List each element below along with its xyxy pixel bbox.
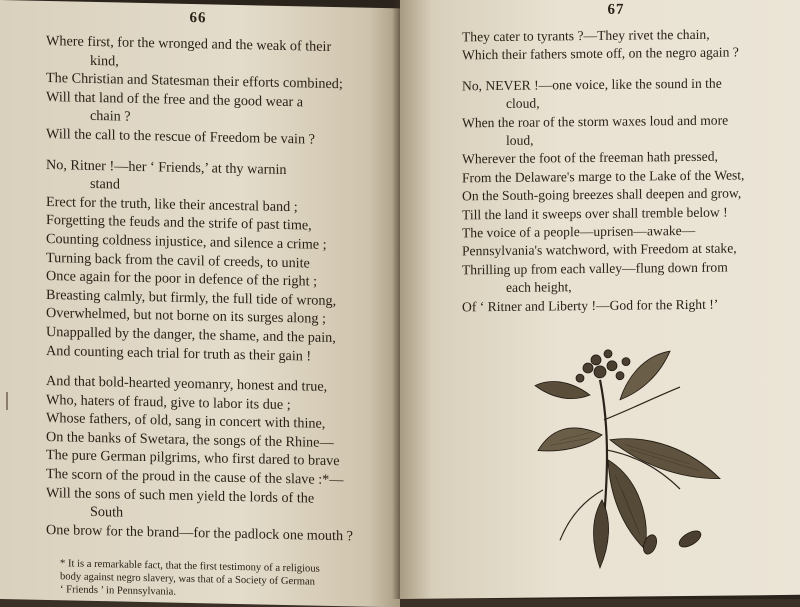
poem-line: chain ? <box>90 108 131 126</box>
poem-line: South <box>90 504 124 521</box>
left-poem <box>46 32 380 546</box>
poem-line: Forgetting the feuds and the strife of past time, <box>46 212 312 234</box>
poem-line: Which their fathers smote off, on the negro again ? <box>462 44 739 63</box>
margin-mark <box>6 392 8 410</box>
poem-line: Whose fathers, of old, sang in concert with thine, <box>46 410 326 433</box>
stanza <box>46 156 380 368</box>
poem-line: They cater to tyrants ?—They rivet the chain, <box>462 26 710 45</box>
poem-line: Thrilling up from each valley—flung down from <box>462 259 728 278</box>
poem-line: The Christian and Statesman their efforts combined; <box>46 70 343 93</box>
stanza <box>462 74 770 317</box>
poem-line: No, NEVER !—one voice, like the sound in the <box>462 75 722 94</box>
poem-line: On the South-going breezes shall deepen and grow, <box>462 185 742 204</box>
poem-line: Turning back from the cavil of creeds, to unite <box>46 249 310 272</box>
poem-line: Overwhelmed, but not borne on its surges along ; <box>46 305 326 328</box>
poem-line: And counting each trial for truth as their gain ! <box>46 342 312 365</box>
poem-line: Once again for the poor in defence of the right ; <box>46 268 318 290</box>
footnote-line: ‘ Friends ’ in Pennsylvania. <box>60 584 177 599</box>
poem-line: each height, <box>506 279 572 296</box>
stanza <box>46 32 380 151</box>
poem-line: And that bold-hearted yeomanry, honest and true, <box>46 373 328 395</box>
poem-line: loud, <box>506 132 534 148</box>
poem-line: Counting coldness injustice, and silence a crime ; <box>46 230 327 253</box>
poem-line: The scorn of the proud in the cause of the slave :*— <box>46 466 344 489</box>
poem-line: stand <box>90 176 120 193</box>
poem-line: Where first, for the wronged and the weak of their <box>46 32 332 55</box>
poem-line: Wherever the foot of the freeman hath pressed, <box>462 149 718 167</box>
poem-line: The pure German pilgrims, who first dared to brave <box>46 447 340 470</box>
right-poem <box>462 25 770 316</box>
poem-line: On the banks of Swetara, the songs of the Rhine— <box>46 428 334 451</box>
poem-line: When the roar of the storm waxes loud and more <box>462 112 729 130</box>
footnote-line: * It is a remarkable fact, that the first testimony of a religious <box>60 558 320 576</box>
poem-line: Will the sons of such men yield the lords of the <box>46 484 315 507</box>
poem-line: Erect for the truth, like their ancestral band ; <box>46 193 298 215</box>
footnote <box>46 557 380 603</box>
poem-line: From the Delaware's marge to the Lake of the West, <box>462 167 745 186</box>
poem-line: Will the call to the rescue of Freedom be vain ? <box>46 125 315 148</box>
botanical-engraving-icon <box>530 339 730 571</box>
poem-line: Till the land it sweeps over shall tremble below ! <box>462 204 728 223</box>
poem-line: Will that land of the free and the good wear a <box>46 88 304 111</box>
poem-line: One brow for the brand—for the padlock one mouth ? <box>46 521 353 545</box>
right-page-number: 67 <box>607 1 625 18</box>
poem-line: Who, haters of fraud, give to labor its due ; <box>46 391 291 413</box>
poem-line: Of ‘ Ritner and Liberty !—God for the Right !’ <box>462 296 719 315</box>
poem-line: cloud, <box>506 95 540 112</box>
right-page <box>400 0 800 599</box>
left-page-number: 66 <box>189 9 207 27</box>
stanza <box>46 372 380 546</box>
poem-line: No, Ritner !—her ‘ Friends,’ at thy warnin <box>46 156 287 178</box>
footnote-line: body against negro slavery, was that of a Society of German <box>60 571 315 589</box>
poem-line: Breasting calmly, but firmly, the full tide of wrong, <box>46 286 337 309</box>
poem-line: The voice of a people—uprisen—awake— <box>462 222 696 241</box>
poem-line: kind, <box>90 52 119 70</box>
poem-line: Pennsylvania's watchword, with Freedom at stake, <box>462 240 737 259</box>
stanza <box>462 25 770 65</box>
poem-line: Unappalled by the danger, the shame, and the pain, <box>46 323 336 346</box>
